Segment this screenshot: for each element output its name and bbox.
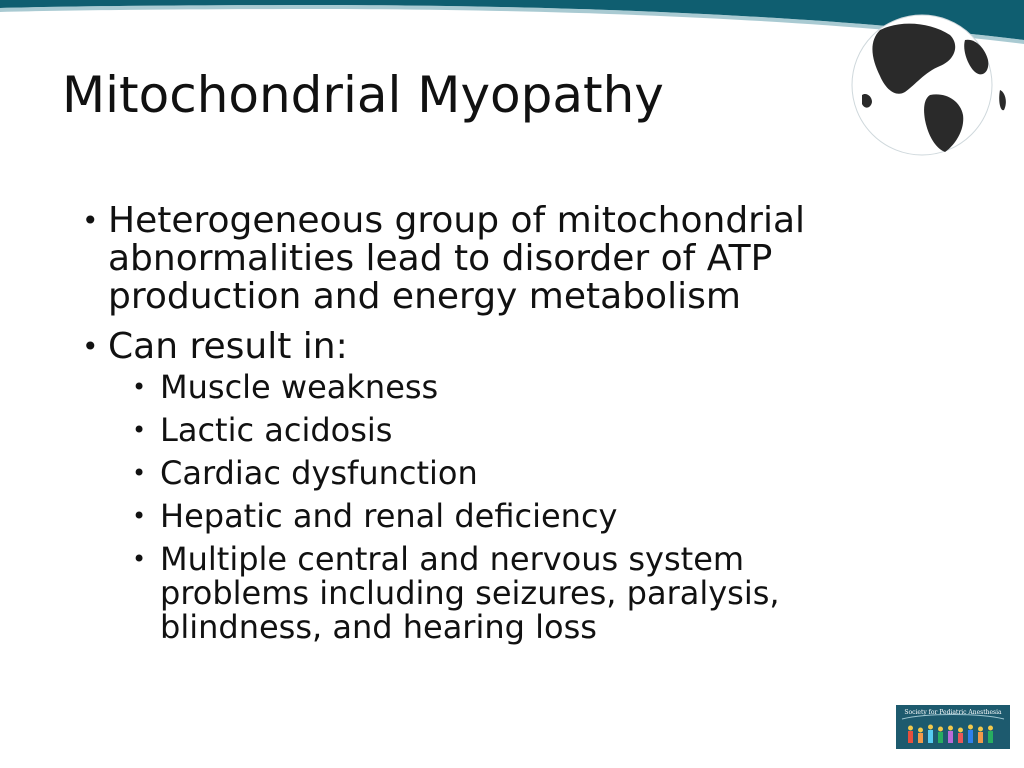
sub-bullet-text: Multiple central and nervous system problems including seizures, paralysis, blindness, and hearing loss	[160, 540, 780, 646]
sub-bullet-text: Lactic acidosis	[160, 411, 393, 449]
bullet-icon: •	[132, 502, 147, 530]
bullet-icon: •	[132, 373, 147, 401]
bullet-icon: •	[132, 459, 147, 487]
sub-bullet-item	[130, 413, 898, 447]
bullet-icon: •	[82, 330, 99, 363]
sub-bullet-text: Muscle weakness	[160, 368, 439, 406]
bullet-item-definition	[78, 202, 898, 316]
bullet-text: Heterogeneous group of mitochondrial abnormalities lead to disorder of ATP production and energy metabolism	[108, 200, 806, 317]
society-logo	[894, 703, 1012, 751]
sub-bullet-item	[130, 499, 898, 533]
sub-bullet-item	[130, 542, 898, 644]
slide-title: Mitochondrial Myopathy	[62, 66, 664, 124]
sub-bullet-list	[130, 370, 898, 644]
bullet-icon: •	[132, 416, 147, 444]
logo-text: Society for Pediatric Anesthesia	[904, 709, 1002, 716]
bullet-icon: •	[132, 545, 147, 573]
bullet-text: Can result in:	[108, 326, 348, 367]
bullet-icon: •	[82, 204, 99, 237]
bullet-item-results	[78, 328, 898, 644]
bullet-list	[78, 202, 898, 656]
sub-bullet-text: Cardiac dysfunction	[160, 454, 478, 492]
sub-bullet-item	[130, 456, 898, 490]
sub-bullet-text: Hepatic and renal deficiency	[160, 497, 618, 535]
sub-bullet-item	[130, 370, 898, 404]
logo-figures-icon	[896, 705, 1010, 749]
